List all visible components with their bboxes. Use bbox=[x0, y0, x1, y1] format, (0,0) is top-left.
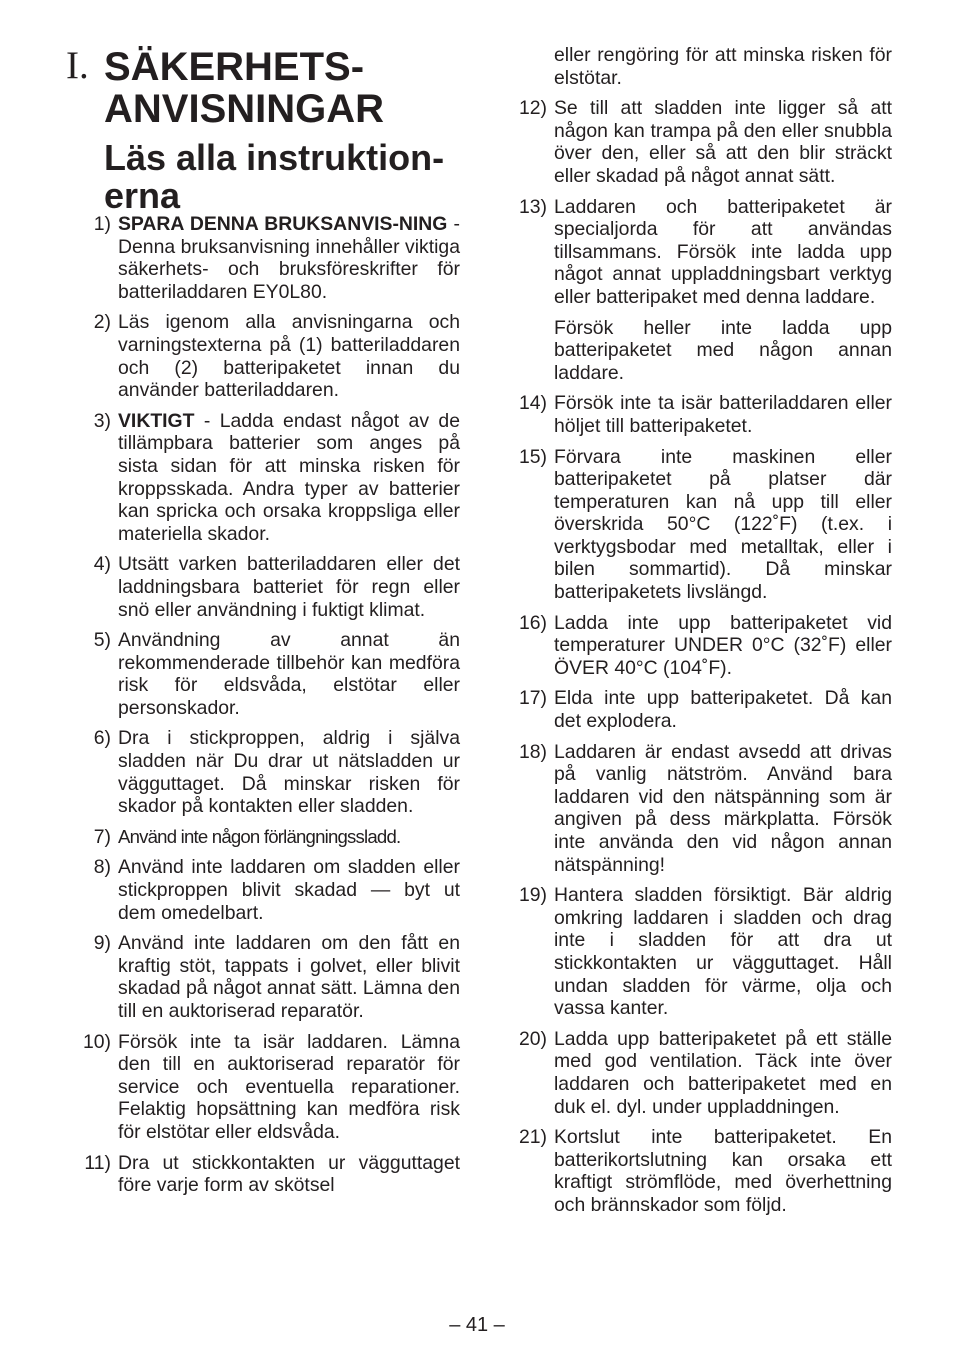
list-item bbox=[502, 196, 892, 385]
item-text: Hantera sladden försiktigt. Bär aldrig omkring laddaren i sladden och drag inte i sladden för att dra ut stickkontakten ur vägguttaget. Håll undan sladden för värme, olja och vassa kanter. bbox=[554, 884, 892, 1020]
list-item bbox=[66, 629, 460, 719]
item-number: 10) bbox=[82, 1030, 111, 1053]
item-text: Laddaren och batteripaketet är specialjorda för att användas tillsammans. Försök inte ladda upp något annat uppladdningsbart verktyg eller batteripaket med denna laddare. bbox=[554, 195, 892, 308]
item-number: 15) bbox=[518, 445, 547, 468]
item-number: 21) bbox=[518, 1126, 547, 1149]
list-item bbox=[502, 1028, 892, 1118]
right-instruction-list bbox=[502, 44, 892, 1225]
item-number: 17) bbox=[518, 687, 547, 710]
section-title bbox=[104, 46, 384, 130]
item-text: Försök inte ta isär batteriladdaren eller höljet till batteripaketet. bbox=[554, 392, 892, 437]
item-text: Använd inte laddaren om sladden eller stickproppen blivit skadad — byt ut dem omedelbart. bbox=[118, 856, 460, 924]
item-text: Utsätt varken batteriladdaren eller det laddningsbara batteriet för regn eller snö eller användning i fuktigt klimat. bbox=[118, 553, 460, 621]
item-bold-lead: VIKTIGT bbox=[118, 409, 195, 432]
subtitle-line: erna bbox=[104, 175, 181, 216]
list-item bbox=[66, 826, 460, 849]
list-item bbox=[66, 1152, 460, 1197]
list-item bbox=[502, 884, 892, 1020]
section-numeral: I. bbox=[66, 44, 89, 87]
list-item bbox=[66, 410, 460, 546]
item-text-continued: Försök heller inte ladda upp batteripaketet med någon annan laddare. bbox=[554, 316, 892, 384]
item-number: 9) bbox=[93, 932, 111, 955]
subtitle-line: Läs alla instruktion- bbox=[104, 137, 445, 178]
item-text: Använd inte laddaren om den fått en kraftig stöt, tappats i golvet, eller blivit skadad på något annat sätt. Lämna den till en auktoriserad reparatör. bbox=[118, 932, 460, 1022]
item-number: 8) bbox=[93, 856, 111, 879]
item-number: 7) bbox=[93, 825, 111, 848]
list-item bbox=[502, 612, 892, 680]
continued-text bbox=[502, 44, 892, 89]
item-number: 2) bbox=[93, 311, 111, 334]
section-title-line: SÄKERHETS- bbox=[104, 45, 365, 89]
item-text: - Ladda endast något av de tillämpbara batterier som anges på sista sidan för att minska risken för kroppsskada. Andra typer av batterier kan spricka och orsaka kroppsliga eller materiella skador. bbox=[118, 409, 460, 545]
list-item bbox=[502, 741, 892, 877]
item-text: Dra i stickproppen, aldrig i själva sladden när Du drar ut nätsladden ur vägguttaget. Då minskar risken för skador på kontakten eller sladden. bbox=[118, 727, 460, 818]
section-heading bbox=[66, 44, 460, 215]
item-number: 14) bbox=[518, 392, 547, 415]
item-number: 1) bbox=[93, 213, 111, 235]
list-item bbox=[66, 1031, 460, 1144]
list-item bbox=[502, 687, 892, 732]
item-number: 5) bbox=[93, 629, 111, 652]
page-number: – 41 – bbox=[449, 1314, 505, 1336]
item-number: 3) bbox=[93, 409, 111, 432]
item-number: 19) bbox=[518, 884, 547, 907]
list-item bbox=[66, 311, 460, 401]
item-number: 13) bbox=[518, 195, 547, 218]
item-text: Ladda inte upp batteripaketet vid temperaturer UNDER 0°C (32˚F) eller ÖVER 40°C (104˚F). bbox=[554, 611, 892, 679]
item-number: 6) bbox=[93, 727, 111, 750]
item-number: 18) bbox=[518, 740, 547, 763]
item-number: 4) bbox=[93, 553, 111, 576]
list-item bbox=[66, 856, 460, 924]
item-text: Försök inte ta isär laddaren. Lämna den till en auktoriserad reparatör för service och eventuella reparationer. Felaktig hopsättning kan medföra risk för elstötar eller eldsvåda. bbox=[118, 1030, 460, 1143]
item-number: 16) bbox=[518, 611, 547, 634]
item-text: Läs igenom alla anvisningarna och varningstexterna på (1) batteriladdaren och (2) batteripaketet innan du använder batteriladdaren. bbox=[118, 311, 460, 402]
item-text: Användning av annat än rekommenderade tillbehör kan medföra risk för eldsvåda, elstötar eller personskador. bbox=[118, 629, 460, 719]
left-instruction-list bbox=[66, 213, 460, 1205]
item-text: Kortslut inte batteripaketet. En batterikortslutning kan orsaka ett kraftigt strömflöde, med överhettning och brännskador som följd. bbox=[554, 1126, 892, 1216]
item-text: Elda inte upp batteripaketet. Då kan det explodera. bbox=[554, 687, 892, 733]
item-bold-lead: SPARA DENNA BRUKSANVIS-NING bbox=[118, 213, 448, 235]
list-item bbox=[502, 97, 892, 187]
item-text: eller rengöring för att minska risken för elstötar. bbox=[554, 44, 892, 89]
item-number: 20) bbox=[518, 1027, 547, 1050]
item-text: Använd inte någon förlängningssladd. bbox=[118, 825, 401, 847]
list-item bbox=[66, 932, 460, 1022]
list-item bbox=[502, 446, 892, 604]
item-text: - Denna bruksanvisning innehåller viktiga säkerhets- och bruksföreskrifter för batteriladdaren EY0L80. bbox=[118, 213, 460, 303]
item-number: 12) bbox=[518, 97, 547, 120]
item-text: Laddaren är endast avsedd att drivas på vanlig nätström. Använd bara laddaren vid den nätspänning som är angiven på dess märkplatta. Försök inte använda den vid någon annan nätspänning! bbox=[554, 740, 892, 876]
list-item bbox=[66, 727, 460, 817]
item-text: Dra ut stickkontakten ur vägguttaget före varje form av skötsel bbox=[118, 1151, 460, 1197]
item-text: Ladda upp batteripaketet på ett ställe med god ventilation. Täck inte över laddaren och batteripaketet med en duk el. dyl. under uppladdningen. bbox=[554, 1027, 892, 1118]
item-text: Se till att sladden inte ligger så att någon kan trampa på den eller snubbla över den, eller så att den blir sträckt eller skadad på något annat sätt. bbox=[554, 97, 892, 187]
list-item bbox=[66, 553, 460, 621]
list-item bbox=[66, 213, 460, 303]
section-subtitle bbox=[104, 139, 460, 215]
item-number: 11) bbox=[84, 1151, 111, 1174]
list-item bbox=[502, 1126, 892, 1216]
section-title-line: ANVISNINGAR bbox=[104, 87, 385, 131]
list-item bbox=[502, 392, 892, 437]
item-text: Förvara inte maskinen eller batteripaketet på platser där temperaturen kan nå upp till eller överskrida 50°C (122˚F) (t.ex. i verktygsbodar med metalltak, eller i bilen sommartid). Då minskar batteripaketets livslängd. bbox=[554, 445, 892, 604]
